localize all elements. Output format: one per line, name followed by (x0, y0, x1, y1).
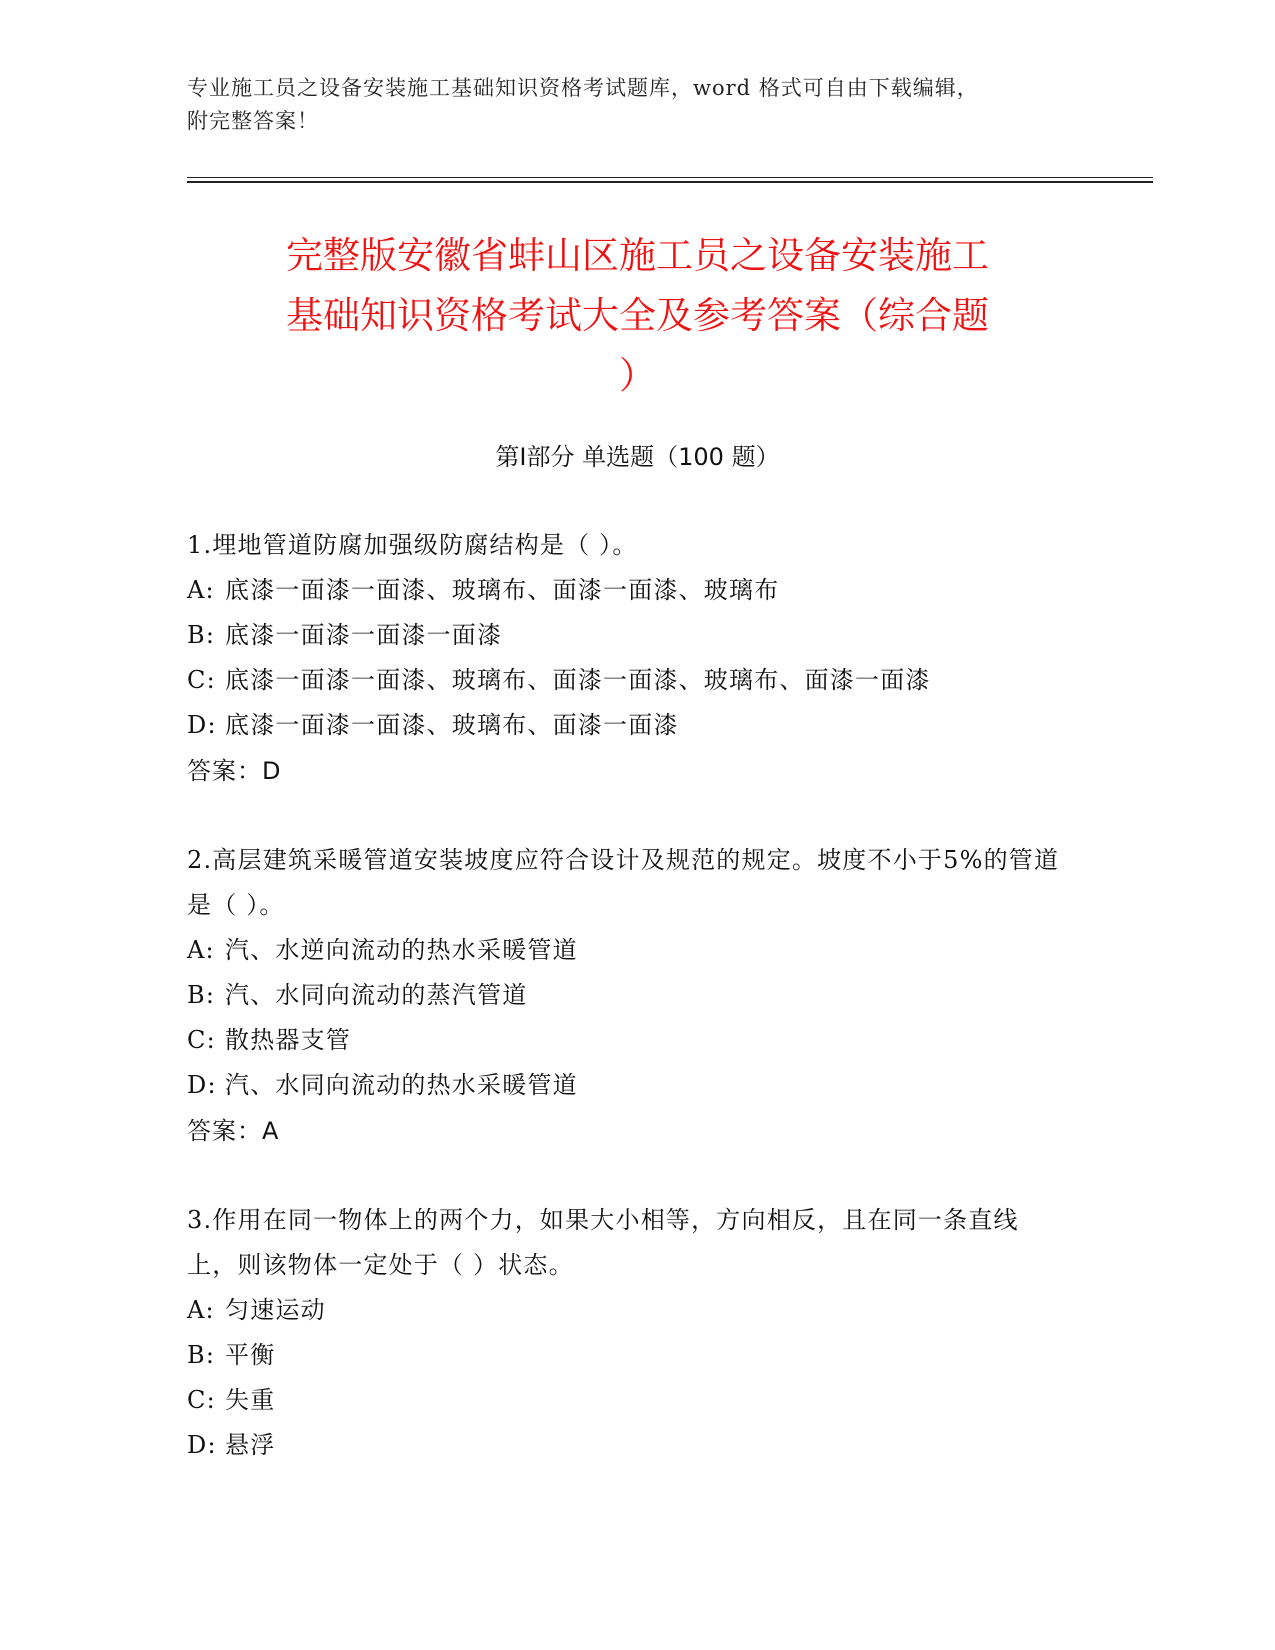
option-label: C: (187, 1386, 216, 1414)
question-2 (187, 838, 1067, 1154)
option-text: 平衡 (225, 1341, 276, 1369)
option-text: 底漆一面漆一面漆、玻璃布、面漆一面漆 (225, 711, 679, 739)
header-note (187, 72, 1067, 138)
header-note-line-1: 专业施工员之设备安装施工基础知识资格考试题库，word 格式可自由下载编辑， (187, 76, 979, 100)
document-title-line-1: 完整版安徽省蚌山区施工员之设备安装施工 (286, 234, 989, 277)
option-label: D: (187, 1431, 217, 1459)
question-list (187, 523, 1067, 1512)
document-title-line-2: 基础知识资格考试大全及参考答案（综合题 (286, 294, 989, 337)
option-c (187, 1378, 1067, 1423)
option-a (187, 568, 1067, 613)
question-1 (187, 523, 1067, 794)
option-b (187, 1333, 1067, 1378)
document-title (190, 226, 1085, 406)
option-text: 汽、水同向流动的热水采暖管道 (225, 1071, 578, 1099)
option-d (187, 1423, 1067, 1468)
option-d (187, 1063, 1067, 1108)
option-text: 底漆一面漆一面漆一面漆 (225, 621, 503, 649)
option-b (187, 613, 1067, 658)
question-3 (187, 1198, 1067, 1468)
answer-line: 答案：A (187, 1117, 280, 1145)
option-c (187, 658, 1067, 703)
option-label: A: (187, 576, 215, 604)
option-label: D: (187, 711, 217, 739)
answer-line: 答案：D (187, 757, 282, 785)
option-text: 底漆一面漆一面漆、玻璃布、面漆一面漆、玻璃布 (225, 576, 780, 604)
option-text: 汽、水同向流动的蒸汽管道 (225, 981, 528, 1009)
question-stem: 3.作用在同一物体上的两个力，如果大小相等，方向相反，且在同一条直线上，则该物体一定处于（ ）状态。 (187, 1206, 1019, 1279)
question-stem: 2.高层建筑采暖管道安装坡度应符合设计及规范的规定。坡度不小于5%的管道是（ ）。 (187, 846, 1060, 919)
option-text: 匀速运动 (225, 1296, 326, 1324)
option-text: 汽、水逆向流动的热水采暖管道 (225, 936, 578, 964)
option-label: C: (187, 666, 216, 694)
header-note-line-2: 附完整答案！ (187, 109, 319, 133)
option-a (187, 928, 1067, 973)
option-c (187, 1018, 1067, 1063)
option-d (187, 703, 1067, 748)
option-label: C: (187, 1026, 216, 1054)
option-b (187, 973, 1067, 1018)
option-a (187, 1288, 1067, 1333)
option-label: B: (187, 1341, 216, 1369)
option-label: B: (187, 981, 216, 1009)
question-stem: 1.埋地管道防腐加强级防腐结构是（ ）。 (187, 531, 638, 559)
option-label: A: (187, 936, 215, 964)
header-divider-thin (187, 177, 1153, 178)
option-text: 失重 (225, 1386, 276, 1414)
document-title-line-3: ） (619, 354, 656, 397)
option-label: B: (187, 621, 216, 649)
option-text: 散热器支管 (225, 1026, 351, 1054)
option-label: A: (187, 1296, 215, 1324)
section-title: 第Ⅰ部分 单选题（100 题） (495, 443, 780, 471)
option-label: D: (187, 1071, 217, 1099)
option-text: 底漆一面漆一面漆、玻璃布、面漆一面漆、玻璃布、面漆一面漆 (225, 666, 931, 694)
header-divider-thick (187, 181, 1153, 183)
option-text: 悬浮 (225, 1431, 276, 1459)
